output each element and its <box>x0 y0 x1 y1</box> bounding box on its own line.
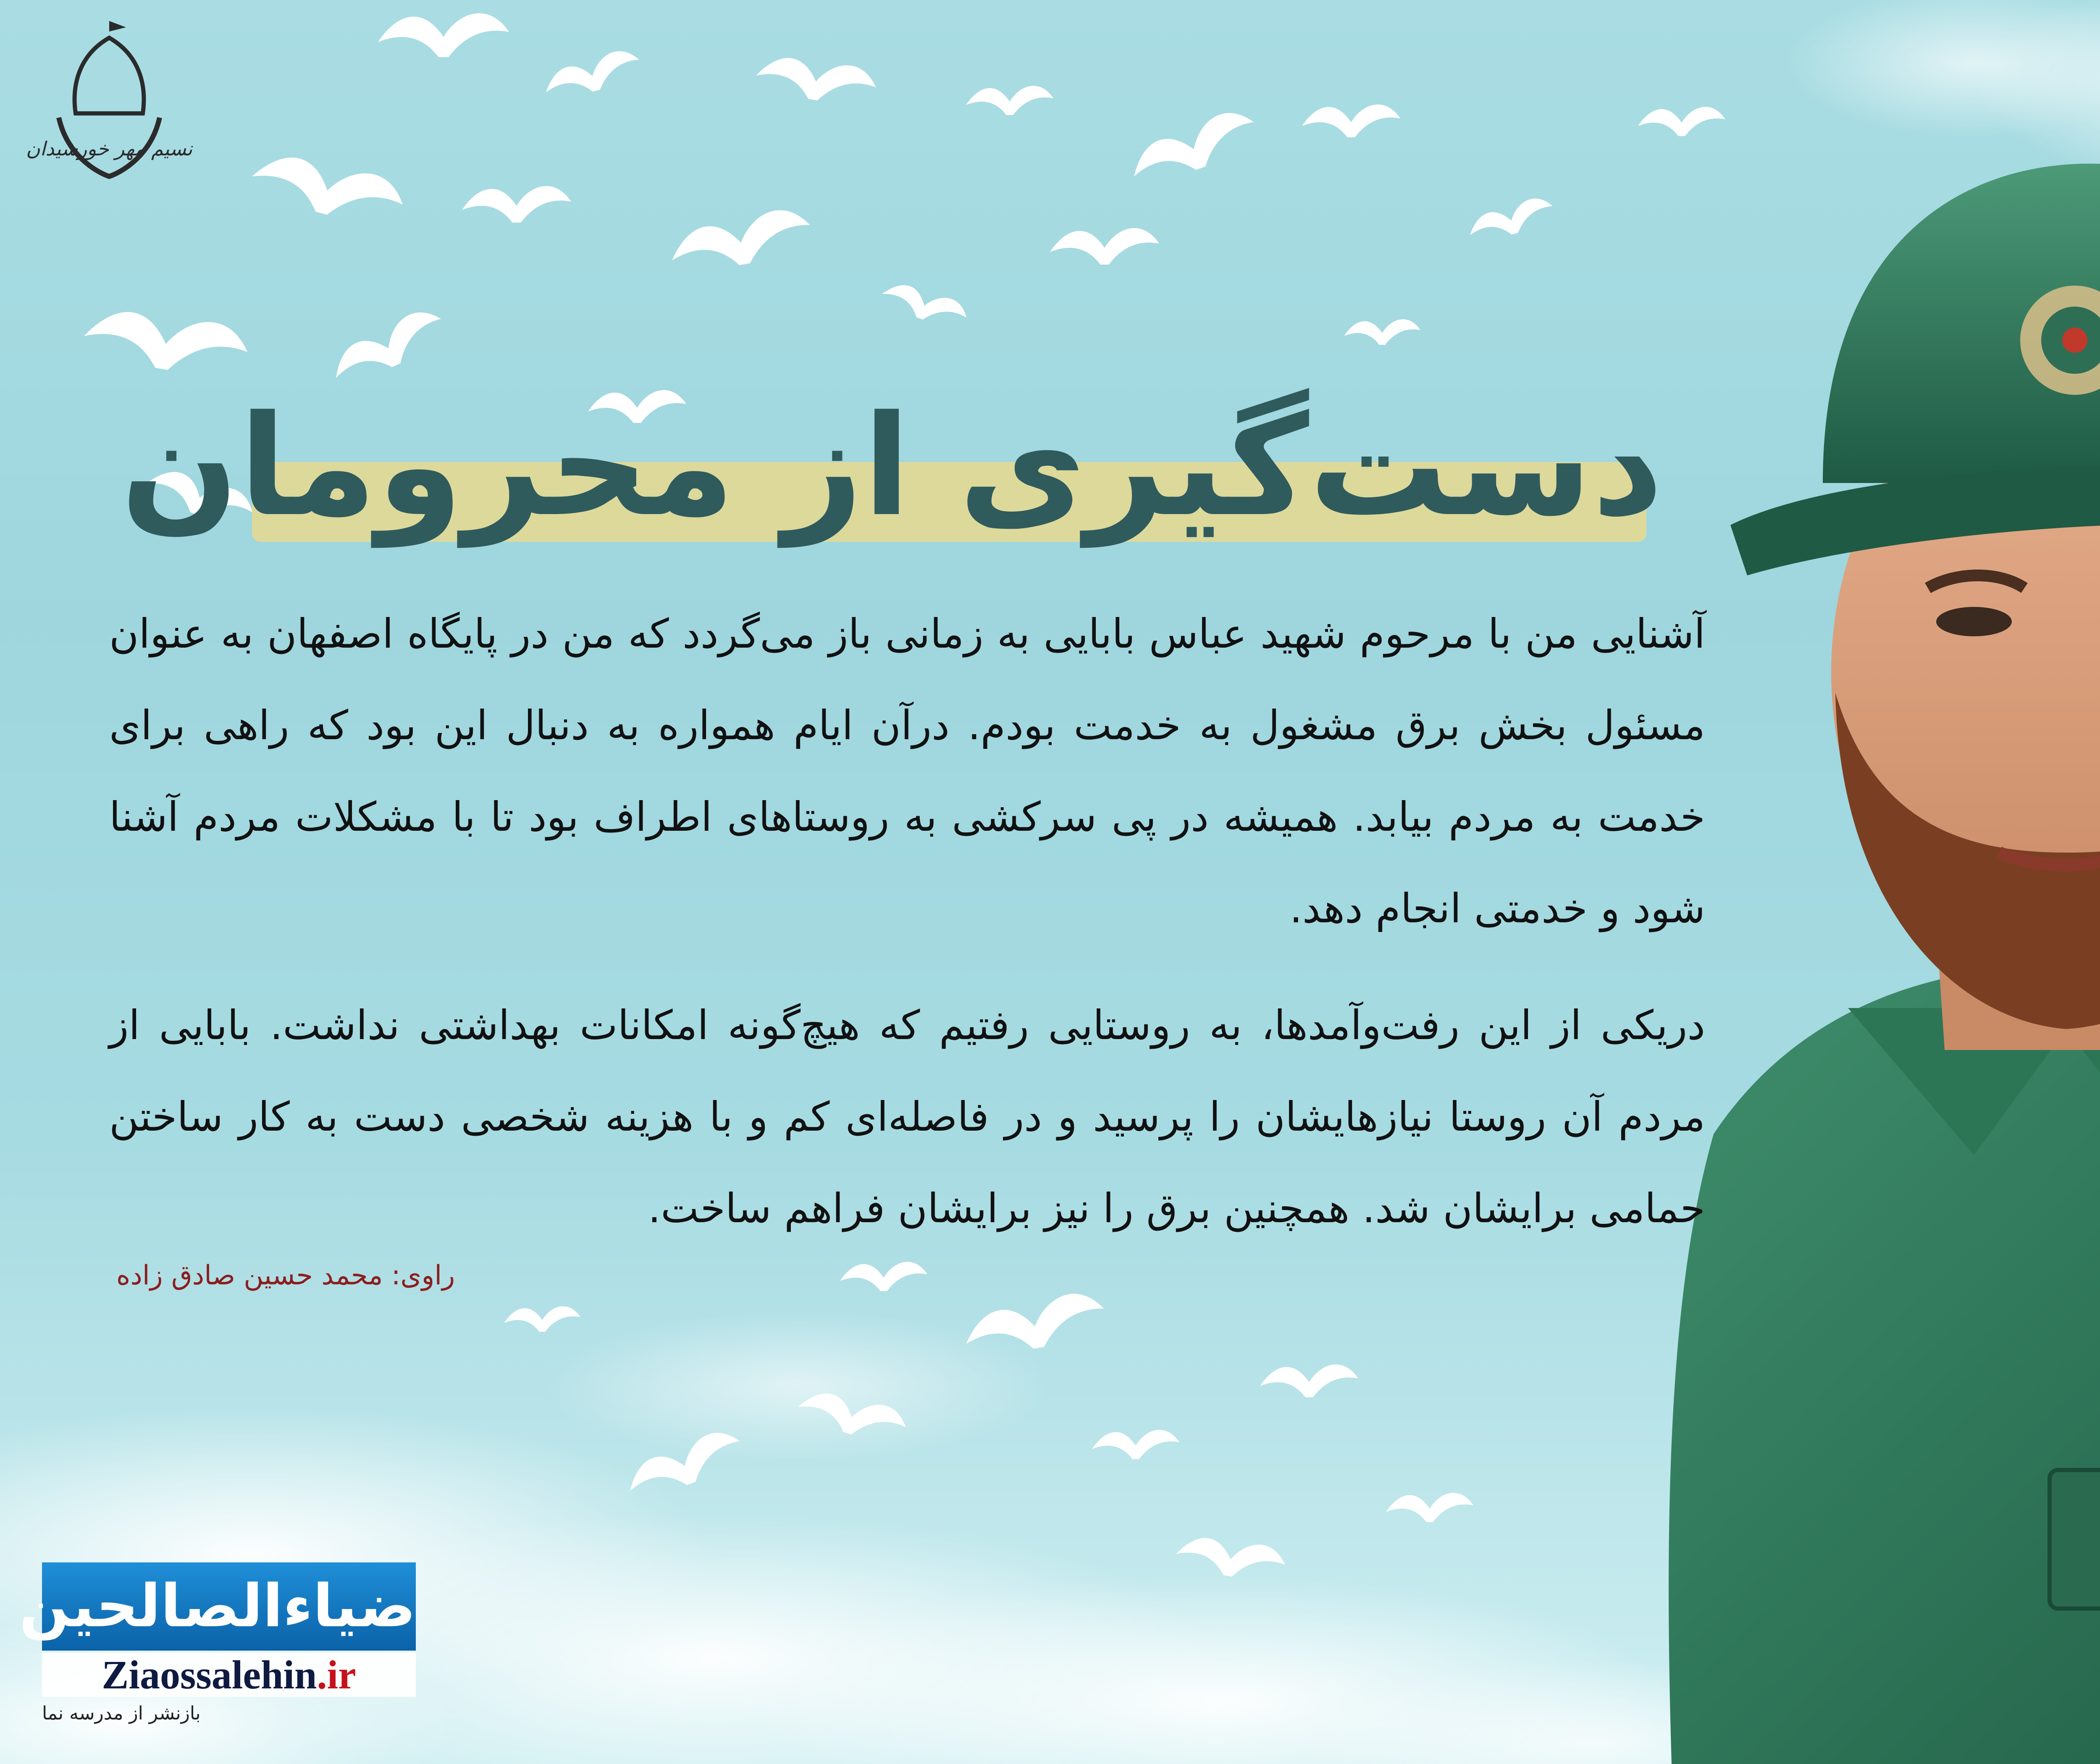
emblem-logo <box>13 17 206 193</box>
emblem-text: نسیم مهر خورشیدان <box>26 137 193 160</box>
logo-domain-main: Ziaossalehin <box>102 1652 317 1697</box>
logo-arabic-name: ضیاءالصالحین <box>42 1562 416 1651</box>
logo-domain-tld: .ir <box>317 1652 356 1697</box>
logo-subtitle: بازنشر از مدرسه نما <box>42 1703 201 1724</box>
title-block <box>121 378 1663 554</box>
portrait-illustration <box>1638 105 2100 1764</box>
logo-domain <box>42 1653 416 1697</box>
publisher-logo <box>19 1562 416 1730</box>
paragraph-1: آشنایی من با مرحوم شهید عباس بابایی به زمانی باز می‌گردد که من در پایگاه اصفهان به عنوان مسئول بخش برق مشغول به خدمت بودم. درآن ایام همواره به دنبال این بود که راهی برای خدمت به مردم بیابد. همیشه در پی سرکشی به روستاهای اطراف بود تا با مشکلات مردم آشنا شود و خدمتی انجام دهد. <box>109 610 1705 932</box>
paragraph-2: دریکی از این رفت‌وآمدها، به روستایی رفتیم که هیچ‌گونه امکانات بهداشتی نداشت. بابایی از مردم آن روستا نیازهایشان را پرسید و در فاصله‌ای کم و با هزینه شخصی دست به کار ساختن حمامی برایشان شد. همچنین برق را نیز برایشان فراهم ساخت. <box>109 1002 1705 1232</box>
poster-title: دست‌گیری از محرومان <box>121 386 1663 547</box>
narrator-credit: راوی: محمد حسین صادق زاده <box>116 1260 455 1291</box>
body-text <box>109 588 1705 1279</box>
